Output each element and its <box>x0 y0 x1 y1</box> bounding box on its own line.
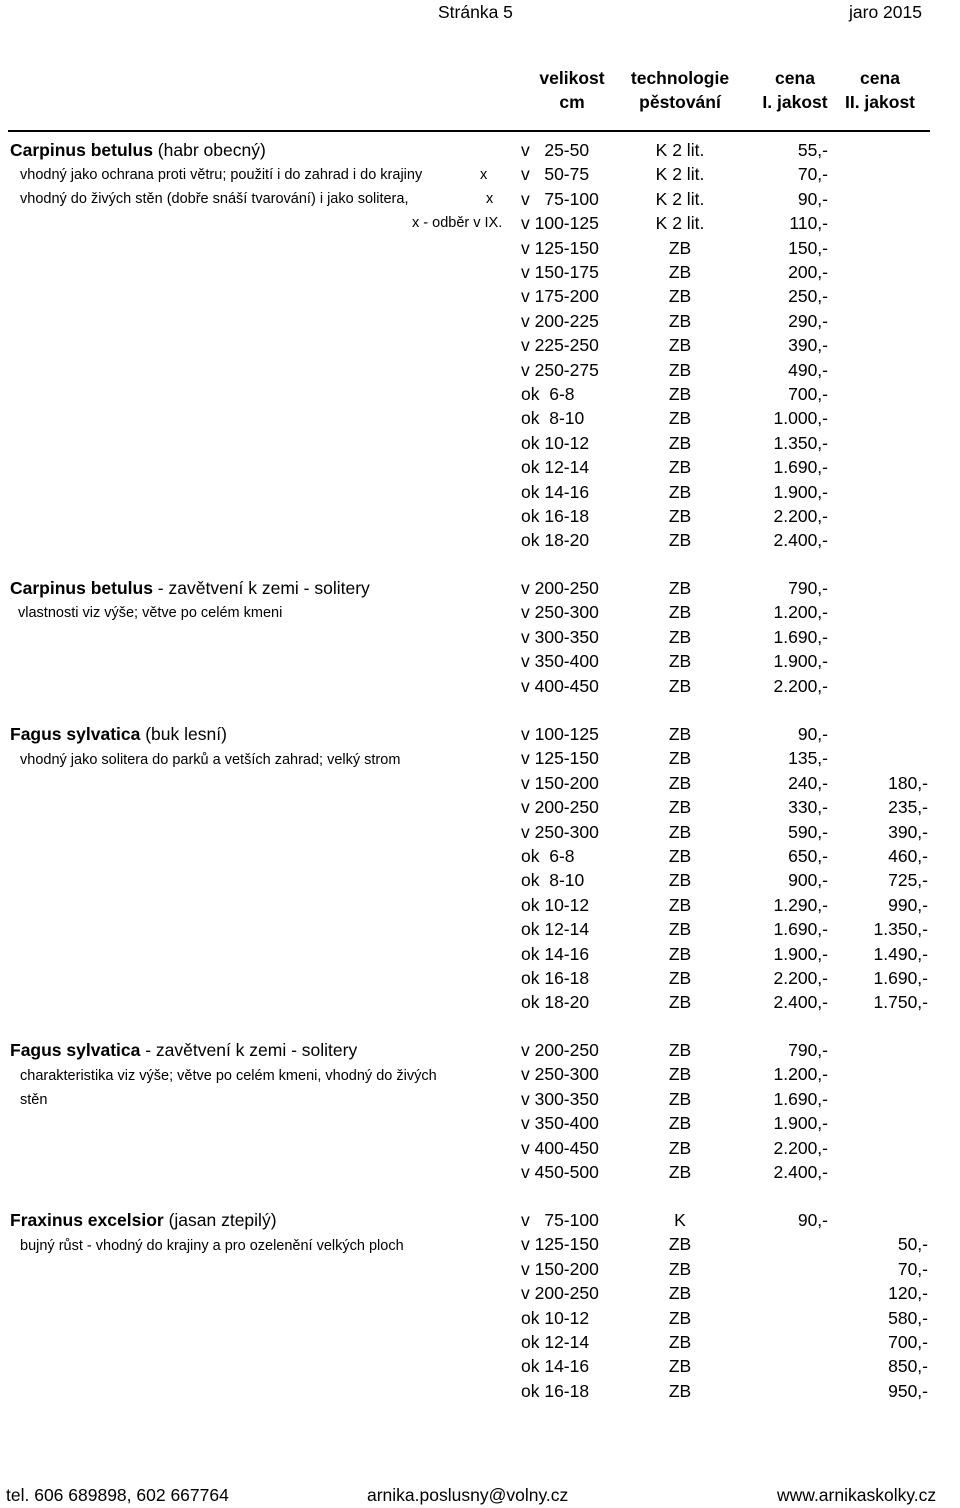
size-cell: ok 8-10 <box>521 408 585 429</box>
price-1-cell: 150,- <box>788 237 828 258</box>
technology-cell: ZB <box>668 1307 692 1328</box>
technology-cell: ZB <box>668 1113 692 1134</box>
price-1-cell: 55,- <box>797 140 828 160</box>
size-cell: v 75-100 <box>521 1210 599 1230</box>
technology-cell: ZB <box>668 772 692 793</box>
col-header-price-1: cena I. jakost <box>762 68 828 112</box>
section-description: bujný růst - vhodný do krajiny a pro ozelenění velkých ploch <box>20 1238 404 1254</box>
col-header-price-2: cena II. jakost <box>844 68 916 112</box>
technology-cell: ZB <box>668 384 692 404</box>
size-cell: ok 16-18 <box>521 506 590 526</box>
price-1-cell: 2.200,- <box>773 506 828 526</box>
price-2-cell: 235,- <box>888 797 928 818</box>
technology-cell: ZB <box>668 237 692 258</box>
technology-cell: ZB <box>668 481 692 502</box>
technology-cell: ZB <box>668 626 692 647</box>
technology-cell: ZB <box>668 408 692 429</box>
price-1-cell: 90,- <box>797 724 828 744</box>
technology-cell: ZB <box>668 506 692 526</box>
size-cell: v 100-125 <box>521 724 599 744</box>
size-cell: v 200-250 <box>521 797 599 818</box>
price-1-cell: 2.400,- <box>773 1162 828 1182</box>
section-title: Carpinus betulus - zavětvení k zemi - solitery <box>10 578 370 598</box>
price-1-cell: 790,- <box>788 578 828 598</box>
technology-cell: ZB <box>668 846 692 866</box>
size-cell: ok 12-14 <box>521 457 590 478</box>
section-description: charakteristika viz výše; větve po celém kmeni, vhodný do živých <box>20 1068 437 1084</box>
price-1-cell: 900,- <box>788 870 828 891</box>
size-cell: ok 16-18 <box>521 1380 590 1401</box>
technology-cell: K 2 lit. <box>655 188 705 209</box>
technology-cell: ZB <box>668 992 692 1013</box>
price-2-cell: 700,- <box>888 1332 928 1352</box>
technology-cell: ZB <box>668 1064 692 1085</box>
price-2-cell: 580,- <box>888 1307 928 1328</box>
price-1-cell: 650,- <box>788 846 828 866</box>
technology-cell: ZB <box>668 1380 692 1401</box>
section-title: Fagus sylvatica (buk lesní) <box>10 724 227 744</box>
size-cell: v 25-50 <box>521 140 590 160</box>
section-description: stěn <box>20 1092 48 1108</box>
size-cell: ok 18-20 <box>521 530 590 551</box>
size-cell: ok 10-12 <box>521 1307 590 1328</box>
price-1-cell: 1.690,- <box>773 1088 828 1109</box>
technology-cell: ZB <box>668 1162 692 1182</box>
size-cell: ok 10-12 <box>521 894 590 915</box>
price-1-cell: 90,- <box>797 1210 828 1230</box>
technology-cell: ZB <box>668 870 692 891</box>
technology-cell: ZB <box>668 651 692 672</box>
section-description: vhodný do živých stěn (dobře snáší tvarování) i jako solitera, <box>20 191 409 207</box>
section-description: vhodný jako ochrana proti větru; použití i do zahrad i do krajiny <box>20 167 423 183</box>
price-2-cell: 1.490,- <box>873 943 928 964</box>
size-cell: ok 14-16 <box>521 1356 590 1377</box>
size-cell: v 125-150 <box>521 1234 599 1255</box>
price-2-cell: 1.690,- <box>873 968 928 988</box>
col-header-size: velikost cm <box>539 68 605 112</box>
price-1-cell: 200,- <box>788 262 828 282</box>
technology-cell: ZB <box>668 1137 692 1158</box>
section-description: vhodný jako solitera do parků a vetších zahrad; velký strom <box>20 752 401 768</box>
price-1-cell: 1.900,- <box>773 481 828 502</box>
price-1-cell: 1.200,- <box>773 1064 828 1085</box>
price-1-cell: 2.200,- <box>773 1137 828 1158</box>
technology-cell: ZB <box>668 530 692 551</box>
size-cell: ok 6-8 <box>521 384 575 404</box>
price-1-cell: 135,- <box>788 748 828 769</box>
price-1-cell: 1.000,- <box>773 408 828 429</box>
size-cell: ok 12-14 <box>521 1332 590 1352</box>
technology-cell: ZB <box>668 1332 692 1352</box>
section-title: Carpinus betulus (habr obecný) <box>10 140 266 160</box>
price-1-cell: 1.350,- <box>773 432 828 453</box>
technology-cell: ZB <box>668 1356 692 1377</box>
price-1-cell: 240,- <box>788 772 828 793</box>
technology-cell: ZB <box>668 797 692 818</box>
col-header-technology: technologie pěstování <box>630 68 730 112</box>
technology-cell: ZB <box>668 675 692 696</box>
size-cell: v 200-250 <box>521 1040 599 1060</box>
size-cell: v 225-250 <box>521 335 599 356</box>
page-number: Stránka 5 <box>438 2 513 22</box>
size-cell: v 300-350 <box>521 626 599 647</box>
size-cell: ok 8-10 <box>521 870 585 891</box>
price-2-cell: 390,- <box>888 821 928 842</box>
technology-cell: K 2 lit. <box>655 213 705 234</box>
size-cell: ok 10-12 <box>521 432 590 453</box>
price-1-cell: 590,- <box>788 821 828 842</box>
size-cell: v 125-150 <box>521 237 599 258</box>
technology-cell: ZB <box>668 578 692 598</box>
technology-cell: K <box>674 1210 686 1230</box>
size-cell: v 125-150 <box>521 748 599 769</box>
size-cell: v 250-300 <box>521 821 599 842</box>
price-2-cell: 460,- <box>888 846 928 866</box>
price-1-cell: 700,- <box>788 384 828 404</box>
price-1-cell: 2.400,- <box>773 992 828 1013</box>
price-1-cell: 110,- <box>789 213 828 234</box>
price-1-cell: 390,- <box>788 335 828 356</box>
size-cell: v 150-200 <box>521 772 599 793</box>
technology-cell: K 2 lit. <box>655 140 705 160</box>
technology-cell: ZB <box>668 262 692 282</box>
price-1-cell: 1.690,- <box>773 457 828 478</box>
technology-cell: ZB <box>668 310 692 331</box>
price-1-cell: 1.200,- <box>773 602 828 623</box>
technology-cell: ZB <box>668 335 692 356</box>
technology-cell: ZB <box>668 359 692 380</box>
price-2-cell: 50,- <box>897 1234 928 1255</box>
price-2-cell: 850,- <box>888 1356 928 1377</box>
technology-cell: ZB <box>668 968 692 988</box>
price-1-cell: 1.900,- <box>773 1113 828 1134</box>
technology-cell: ZB <box>668 1040 692 1060</box>
size-cell: ok 6-8 <box>521 846 575 866</box>
price-2-cell: 1.750,- <box>873 992 928 1013</box>
section-title: Fagus sylvatica - zavětvení k zemi - solitery <box>10 1040 358 1060</box>
size-cell: ok 14-16 <box>521 943 590 964</box>
technology-cell: ZB <box>668 286 692 307</box>
size-cell: ok 12-14 <box>521 919 590 940</box>
price-1-cell: 490,- <box>788 359 828 380</box>
technology-cell: ZB <box>668 1258 692 1279</box>
size-cell: v 350-400 <box>521 1113 599 1134</box>
price-2-cell: 990,- <box>888 894 928 915</box>
price-1-cell: 2.400,- <box>773 530 828 551</box>
size-cell: v 75-100 <box>521 188 599 209</box>
price-1-cell: 70,- <box>797 164 828 185</box>
section-mark: x <box>486 191 494 207</box>
technology-cell: ZB <box>668 724 692 744</box>
size-cell: ok 14-16 <box>521 481 590 502</box>
price-1-cell: 330,- <box>788 797 828 818</box>
technology-cell: ZB <box>668 821 692 842</box>
technology-cell: ZB <box>668 894 692 915</box>
section-mark: x <box>480 167 488 183</box>
season-label: jaro 2015 <box>849 2 922 22</box>
price-1-cell: 2.200,- <box>773 675 828 696</box>
price-2-cell: 180,- <box>888 772 928 793</box>
size-cell: v 300-350 <box>521 1088 599 1109</box>
technology-cell: ZB <box>668 919 692 940</box>
footer-phone: tel. 606 689898, 602 667764 <box>6 1485 229 1505</box>
price-1-cell: 1.900,- <box>773 943 828 964</box>
size-cell: v 250-275 <box>521 359 599 380</box>
technology-cell: ZB <box>668 602 692 623</box>
price-2-cell: 1.350,- <box>873 919 928 940</box>
price-1-cell: 1.290,- <box>773 894 828 915</box>
size-cell: v 350-400 <box>521 651 599 672</box>
section-title: Fraxinus excelsior (jasan ztepilý) <box>10 1210 277 1230</box>
technology-cell: ZB <box>668 457 692 478</box>
size-cell: ok 18-20 <box>521 992 590 1013</box>
technology-cell: ZB <box>668 432 692 453</box>
section-note: x - odběr v IX. <box>412 215 503 231</box>
price-1-cell: 1.690,- <box>773 919 828 940</box>
technology-cell: ZB <box>668 748 692 769</box>
price-1-cell: 250,- <box>788 286 828 307</box>
price-2-cell: 950,- <box>888 1380 928 1401</box>
price-1-cell: 1.900,- <box>773 651 828 672</box>
size-cell: v 400-450 <box>521 1137 599 1158</box>
size-cell: v 400-450 <box>521 675 599 696</box>
price-1-cell: 290,- <box>788 310 828 331</box>
footer-email[interactable]: arnika.poslusny@volny.cz <box>367 1485 569 1505</box>
price-2-cell: 70,- <box>897 1258 928 1279</box>
size-cell: v 200-225 <box>521 310 599 331</box>
size-cell: v 100-125 <box>521 213 599 234</box>
size-cell: v 175-200 <box>521 286 599 307</box>
price-1-cell: 90,- <box>797 188 828 209</box>
header-divider <box>8 130 930 132</box>
size-cell: ok 16-18 <box>521 968 590 988</box>
size-cell: v 150-175 <box>521 262 599 282</box>
technology-cell: ZB <box>668 943 692 964</box>
price-1-cell: 1.690,- <box>773 626 828 647</box>
size-cell: v 200-250 <box>521 1283 599 1304</box>
size-cell: v 200-250 <box>521 578 599 598</box>
price-1-cell: 2.200,- <box>773 968 828 988</box>
price-2-cell: 725,- <box>888 870 928 891</box>
technology-cell: K 2 lit. <box>655 164 705 185</box>
section-description: vlastnosti viz výše; větve po celém kmeni <box>18 605 283 621</box>
price-1-cell: 790,- <box>788 1040 828 1060</box>
size-cell: v 50-75 <box>521 164 590 185</box>
size-cell: v 250-300 <box>521 602 599 623</box>
size-cell: v 450-500 <box>521 1162 599 1182</box>
technology-cell: ZB <box>668 1283 692 1304</box>
size-cell: v 250-300 <box>521 1064 599 1085</box>
technology-cell: ZB <box>668 1234 692 1255</box>
price-2-cell: 120,- <box>888 1283 928 1304</box>
footer-website[interactable]: www.arnikaskolky.cz <box>777 1485 937 1505</box>
size-cell: v 150-200 <box>521 1258 599 1279</box>
technology-cell: ZB <box>668 1088 692 1109</box>
